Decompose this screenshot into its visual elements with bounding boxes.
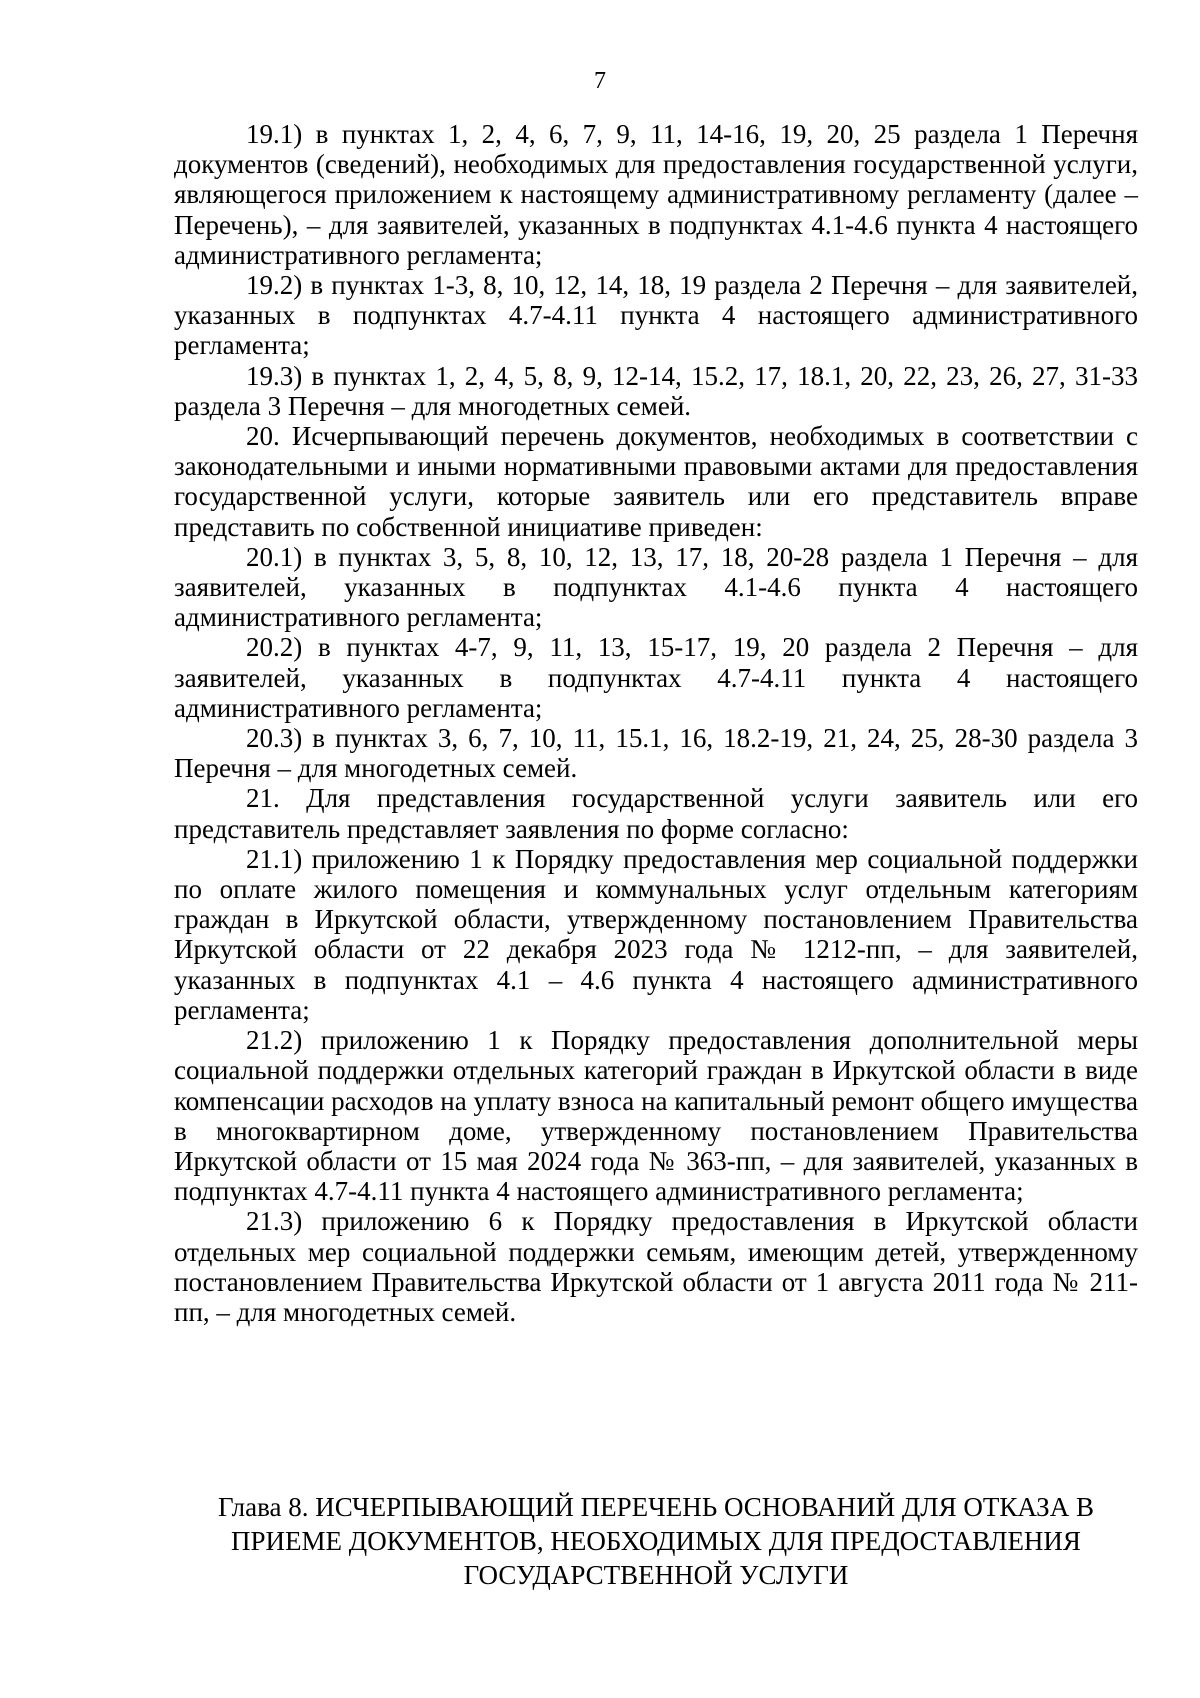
chapter-heading xyxy=(174,1490,1138,1592)
document-body xyxy=(174,119,1138,1327)
paragraph-19-1: 19.1) в пунктах 1, 2, 4, 6, 7, 9, 11, 14-16, 19, 20, 25 раздела 1 Перечня документов (сведений), необходимых для предоставления государственной услуги, являющегося приложением к настоящему административному регламенту (далее – Перечень), – для заявителей, указанных в подпунктах 4.1-4.6 пункта 4 настоящего административного регламента; xyxy=(174,119,1138,270)
chapter-heading-line-2: ПРИЕМЕ ДОКУМЕНТОВ, НЕОБХОДИМЫХ ДЛЯ ПРЕДОСТАВЛЕНИЯ xyxy=(231,1526,1081,1556)
paragraph-20-3: 20.3) в пунктах 3, 6, 7, 10, 11, 15.1, 16, 18.2-19, 21, 24, 25, 28-30 раздела 3 Перечня – для многодетных семей. xyxy=(174,723,1138,784)
paragraph-21-1: 21.1) приложению 1 к Порядку предоставления мер социальной поддержки по оплате жилого помещения и коммунальных услуг отдельным категориям граждан в Иркутской области, утвержденному постановлением Правительства Иркутской области от 22 декабря 2023 года № 1212-пп, – для заявителей, указанных в подпунктах 4.1 – 4.6 пункта 4 настоящего административного регламента; xyxy=(174,843,1138,1025)
page-number: 7 xyxy=(594,68,606,94)
paragraph-21: 21. Для представления государственной услуги заявитель или его представитель представляет заявления по форме согласно: xyxy=(174,783,1138,844)
paragraph-21-2: 21.2) приложению 1 к Порядку предоставления дополнительной меры социальной поддержки отдельных категорий граждан в Иркутской области в виде компенсации расходов на уплату взноса на капитальный ремонт общего имущества в многоквартирном доме, утвержденному постановлением Правительства Иркутской области от 15 мая 2024 года № 363-пп, – для заявителей, указанных в подпунктах 4.7-4.11 пункта 4 настоящего административного регламента; xyxy=(174,1025,1138,1207)
paragraph-20-2: 20.2) в пунктах 4-7, 9, 11, 13, 15-17, 19, 20 раздела 2 Перечня – для заявителей, указанных в подпунктах 4.7-4.11 пункта 4 настоящего административного регламента; xyxy=(174,632,1138,723)
paragraph-19-2: 19.2) в пунктах 1-3, 8, 10, 12, 14, 18, 19 раздела 2 Перечня – для заявителей, указанных в подпунктах 4.7-4.11 пункта 4 настоящего административного регламента; xyxy=(174,270,1138,361)
paragraph-20: 20. Исчерпывающий перечень документов, необходимых в соответствии с законодательными и иными нормативными правовыми актами для предоставления государственной услуги, которые заявитель или его представитель вправе представить по собственной инициативе приведен: xyxy=(174,421,1138,542)
paragraph-21-3: 21.3) приложению 6 к Порядку предоставления в Иркутской области отдельных мер социальной поддержки семьям, имеющим детей, утвержденному постановлением Правительства Иркутской области от 1 августа 2011 года № 211-пп, – для многодетных семей. xyxy=(174,1206,1138,1327)
chapter-heading-line-3: ГОСУДАРСТВЕННОЙ УСЛУГИ xyxy=(463,1560,849,1590)
paragraph-20-1: 20.1) в пунктах 3, 5, 8, 10, 12, 13, 17, 18, 20-28 раздела 1 Перечня – для заявителей, указанных в подпунктах 4.1-4.6 пункта 4 настоящего административного регламента; xyxy=(174,541,1138,633)
chapter-heading-line-1: Глава 8. ИСЧЕРПЫВАЮЩИЙ ПЕРЕЧЕНЬ ОСНОВАНИЙ ДЛЯ ОТКАЗА В xyxy=(218,1492,1094,1522)
paragraph-19-3: 19.3) в пунктах 1, 2, 4, 5, 8, 9, 12-14, 15.2, 17, 18.1, 20, 22, 23, 26, 27, 31-33 раздела 3 Перечня – для многодетных семей. xyxy=(174,360,1138,421)
